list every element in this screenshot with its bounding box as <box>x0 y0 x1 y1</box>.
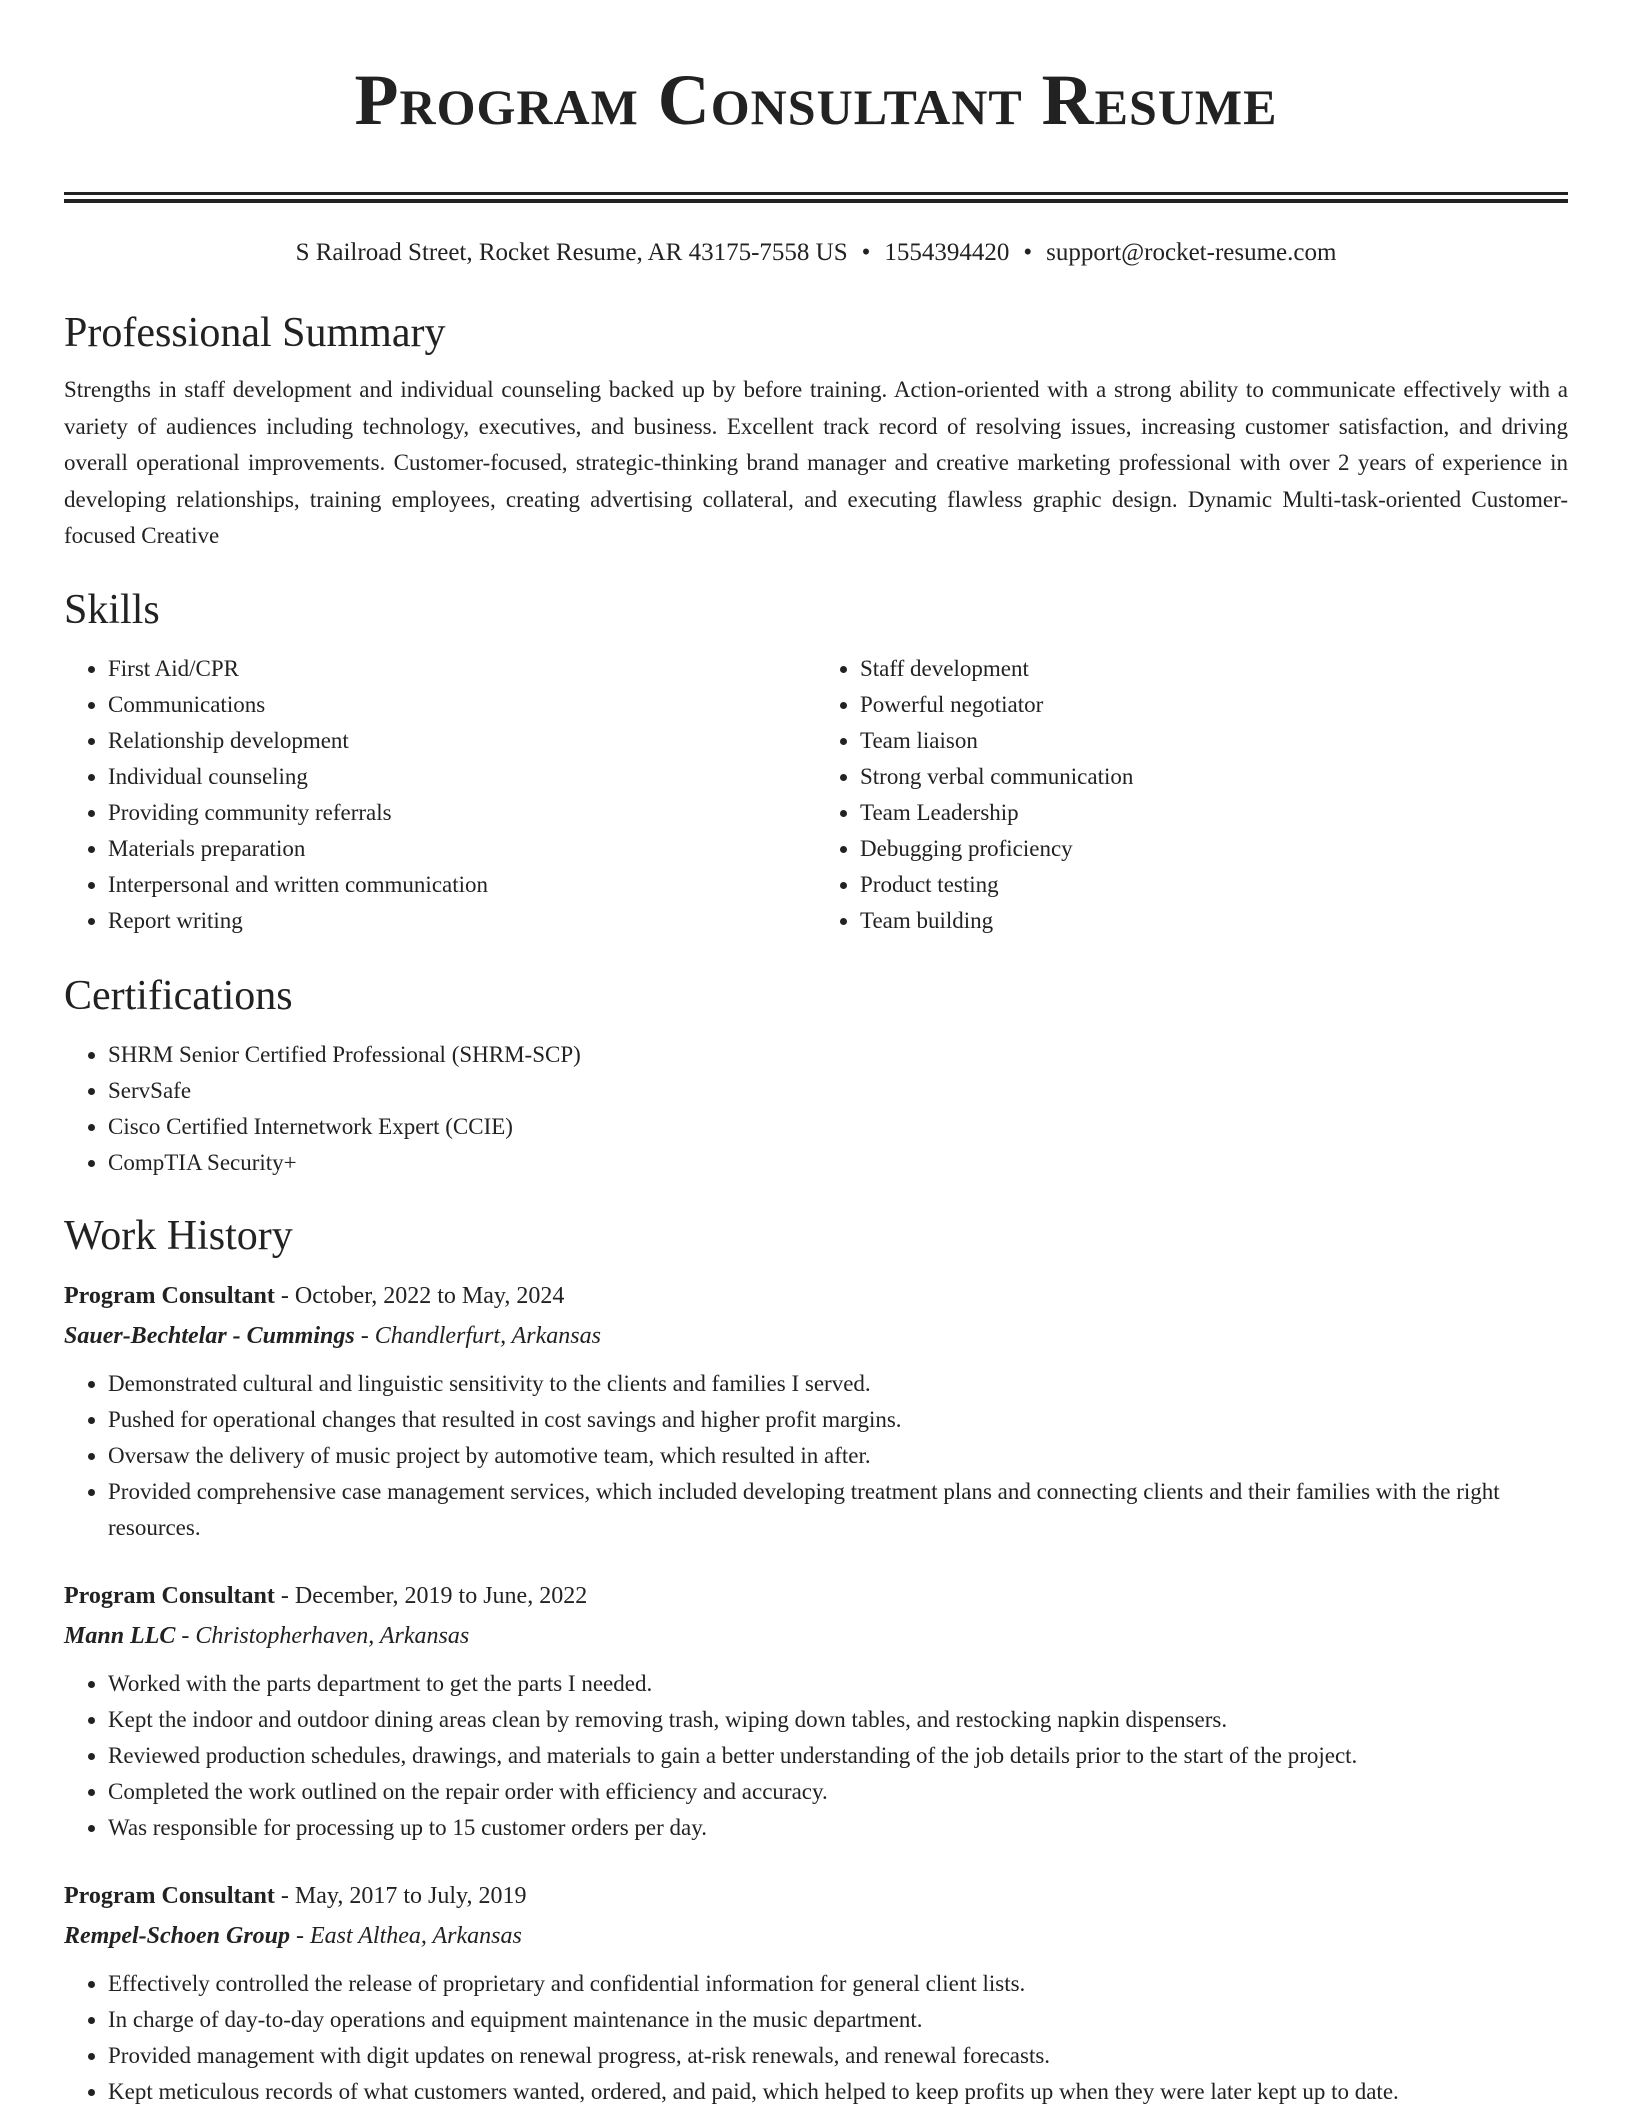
certification-item: • Cisco Certified Internetwork Expert (CCIE) <box>108 1109 1568 1145</box>
certification-item: • ServSafe <box>108 1073 1568 1109</box>
job-entry <box>64 1276 1568 1546</box>
skill-item: • Materials preparation <box>108 831 816 867</box>
job-company: Mann LLC <box>64 1622 176 1649</box>
job-bullet: • Completed the work outlined on the repair order with efficiency and accuracy. <box>108 1774 1568 1810</box>
job-bullet: • Pushed for operational changes that resulted in cost savings and higher profit margins. <box>108 1402 1568 1438</box>
skills-list-left <box>64 651 816 939</box>
skills-heading: Skills <box>64 586 160 633</box>
summary-heading: Professional Summary <box>64 310 446 356</box>
skill-item: • Staff development <box>860 651 1568 687</box>
contact-phone: 1554394420 <box>884 239 1010 266</box>
job-bullets <box>64 1666 1568 1846</box>
job-dates: May, 2017 to July, 2019 <box>294 1882 527 1909</box>
job-entry <box>64 1876 1568 2110</box>
contact-email: support@rocket-resume.com <box>1046 239 1337 266</box>
job-location: Christopherhaven, Arkansas <box>195 1622 470 1649</box>
job-entry <box>64 1576 1568 1846</box>
summary-text: Strengths in staff development and individual counseling backed up by before training. Action-oriented with a strong ability to communicate effectively with a variety of audiences including technology, executives, and business. Excellent track record of resolving issues, increasing customer satisfaction, and driving overall operational improvements. Customer-focused, strategic-thinking brand manager and creative marketing professional with over 2 years of experience in developing relationships, training employees, creating advertising collateral, and executing flawless graphic design. Dynamic Multi-task-oriented Customer-focused Creative <box>64 377 1568 548</box>
contact-line <box>64 237 1568 269</box>
skill-item: • Debugging proficiency <box>860 831 1568 867</box>
job-bullet: • Oversaw the delivery of music project by automotive team, which resulted in after. <box>108 1438 1568 1474</box>
job-company: Sauer-Bechtelar - Cummings <box>64 1322 355 1349</box>
job-company-line: Sauer-Bechtelar - Cummings - Chandlerfurt, Arkansas <box>64 1322 601 1349</box>
job-bullet: • Reviewed production schedules, drawings, and materials to gain a better understanding of the job details prior to the start of the project. <box>108 1738 1568 1774</box>
certifications-list <box>64 1037 1568 1181</box>
job-bullet: • Worked with the parts department to get the parts I needed. <box>108 1666 1568 1702</box>
skill-item: • Team liaison <box>860 723 1568 759</box>
skill-item: • Providing community referrals <box>108 795 816 831</box>
skill-item: • Team building <box>860 903 1568 939</box>
certification-item: • CompTIA Security+ <box>108 1145 1568 1181</box>
job-company: Rempel-Schoen Group <box>64 1922 291 1949</box>
certifications-heading: Certifications <box>64 972 293 1019</box>
job-bullet: • In charge of day-to-day operations and equipment maintenance in the music department. <box>108 2002 1568 2038</box>
job-dates: October, 2022 to May, 2024 <box>294 1282 565 1309</box>
job-title-line: Program Consultant - May, 2017 to July, 2019 <box>64 1882 527 1909</box>
title-double-rule <box>64 192 1568 203</box>
job-bullets <box>64 1366 1568 1546</box>
skill-item: • Powerful negotiator <box>860 687 1568 723</box>
skill-item: • Team Leadership <box>860 795 1568 831</box>
skill-item: • Communications <box>108 687 816 723</box>
skill-item: • Product testing <box>860 867 1568 903</box>
job-company-line: Rempel-Schoen Group - East Althea, Arkansas <box>64 1922 522 1949</box>
job-bullet: • Was responsible for processing up to 15 customer orders per day. <box>108 1810 1568 1846</box>
job-title: Program Consultant <box>64 1282 275 1309</box>
job-location: Chandlerfurt, Arkansas <box>374 1322 601 1349</box>
job-bullet: • Kept the indoor and outdoor dining areas clean by removing trash, wiping down tables, and restocking napkin dispensers. <box>108 1702 1568 1738</box>
skill-item: • Relationship development <box>108 723 816 759</box>
job-title-line: Program Consultant - December, 2019 to June, 2022 <box>64 1582 588 1609</box>
job-bullet: • Provided comprehensive case management services, which included developing treatment plans and connecting clients and their families with the right resources. <box>108 1474 1568 1546</box>
job-company-line: Mann LLC - Christopherhaven, Arkansas <box>64 1622 470 1649</box>
skill-item: • First Aid/CPR <box>108 651 816 687</box>
skill-item: • Strong verbal communication <box>860 759 1568 795</box>
contact-separator: • <box>861 239 871 266</box>
job-location: East Althea, Arkansas <box>310 1922 522 1949</box>
job-bullet: • Kept meticulous records of what customers wanted, ordered, and paid, which helped to keep profits up when they were later kept up to date. <box>108 2074 1568 2110</box>
job-title: Program Consultant <box>64 1882 275 1909</box>
skill-item: • Report writing <box>108 903 816 939</box>
resume-title: Program Consultant Resume <box>354 60 1278 140</box>
job-bullet: • Effectively controlled the release of proprietary and confidential information for general client lists. <box>108 1966 1568 2002</box>
skills-columns <box>64 651 1568 939</box>
certification-item: • SHRM Senior Certified Professional (SHRM-SCP) <box>108 1037 1568 1073</box>
job-title-line: Program Consultant - October, 2022 to May, 2024 <box>64 1282 565 1309</box>
job-title: Program Consultant <box>64 1582 275 1609</box>
job-bullet: • Demonstrated cultural and linguistic sensitivity to the clients and families I served. <box>108 1366 1568 1402</box>
skill-item: • Interpersonal and written communication <box>108 867 816 903</box>
skill-item: • Individual counseling <box>108 759 816 795</box>
skills-list-right <box>816 651 1568 939</box>
contact-separator: • <box>1023 239 1033 266</box>
job-bullet: • Provided management with digit updates on renewal progress, at-risk renewals, and renewal forecasts. <box>108 2038 1568 2074</box>
work-history-heading: Work History <box>64 1212 293 1259</box>
contact-address: S Railroad Street, Rocket Resume, AR 43175-7558 US <box>295 239 848 266</box>
job-dates: December, 2019 to June, 2022 <box>294 1582 588 1609</box>
job-bullets <box>64 1966 1568 2110</box>
